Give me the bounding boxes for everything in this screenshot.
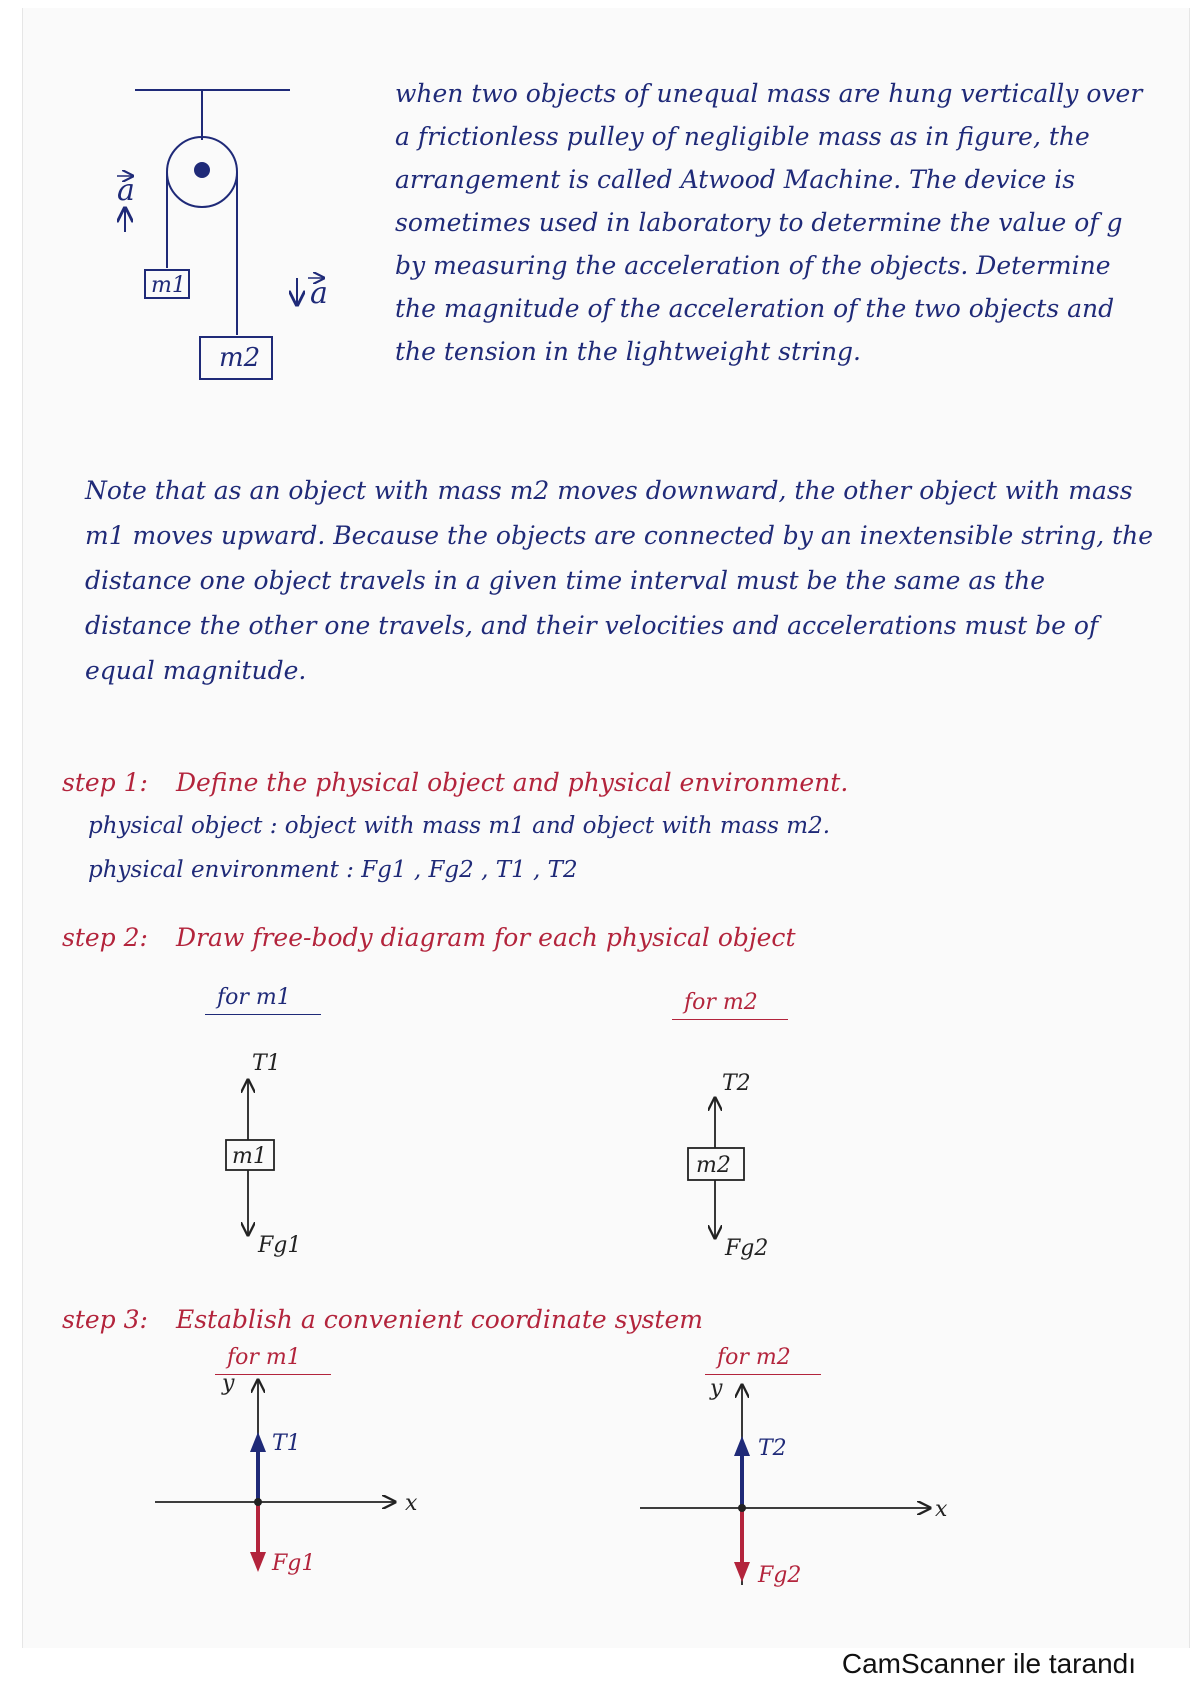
step3-title: Establish a convenient coordinate system — [175, 1305, 703, 1334]
step2-title: Draw free-body diagram for each physical object — [175, 923, 796, 952]
step1-label: step 1: — [62, 768, 148, 797]
coords-m1-x-label: x — [405, 1491, 418, 1516]
step3-heading — [62, 1300, 703, 1340]
coords-m1-tension-label: T1 — [272, 1431, 301, 1456]
fbd-m2-tension-label: T2 — [722, 1071, 751, 1096]
step3-right-caption: for m2 — [705, 1345, 821, 1375]
problem-statement: when two objects of unequal mass are hung vertically over a frictionless pulley of negligible mass as in figure, the arrangement is called Atwood Machine. The device is sometimes used in laboratory to determine the value of g by measuring the acceleration of the objects. Determine the magnitude of the acceleration of the two objects and the tension in the lightweight string. — [395, 79, 1143, 366]
coords-m1-y-label: y — [222, 1371, 235, 1396]
step2-left-caption: for m1 — [205, 985, 321, 1015]
mass-label-m2: m2 — [219, 343, 261, 373]
coords-m2-gravity-label: Fg2 — [758, 1563, 802, 1588]
pulley-axle — [195, 163, 209, 177]
coords-m2 — [640, 1385, 930, 1585]
fbd-m1-box-label: m1 — [232, 1144, 267, 1169]
note-paragraph: Note that as an object with mass m2 moves downward, the other object with mass m1 moves upward. Because the objects are connected by an inextensible string, the distance one object travels in a given time interval must be the same as the distance the other one travels, and their velocities and accelerations must be of equal magnitude. — [85, 476, 1154, 685]
step2-label: step 2: — [62, 923, 148, 952]
step1-physical-object: physical object : object with mass m1 and object with mass m2. — [88, 813, 831, 839]
scanner-watermark: CamScanner ile tarandı — [841, 1648, 1136, 1679]
accel-label-left: a — [117, 173, 135, 208]
step1-heading — [62, 763, 848, 803]
accel-label-right: a — [310, 276, 328, 311]
step1-title: Define the physical object and physical environment. — [175, 768, 849, 797]
fbd-m1-gravity-label: Fg1 — [258, 1233, 302, 1258]
coords-m2-y-label: y — [710, 1376, 723, 1401]
mass-label-m1: m1 — [151, 273, 186, 298]
step1-physical-environment: physical environment : Fg1 , Fg2 , T1 , T2 — [88, 857, 578, 883]
step2-right-caption: for m2 — [672, 990, 788, 1020]
fbd-m2-gravity-label: Fg2 — [725, 1236, 769, 1261]
coords-m2-tension-label: T2 — [758, 1436, 787, 1461]
coords-m2-x-label: x — [935, 1497, 948, 1522]
fbd-m2-box-label: m2 — [696, 1153, 731, 1178]
step3-label: step 3: — [62, 1305, 148, 1334]
coords-m1-gravity-label: Fg1 — [272, 1551, 316, 1576]
step3-left-caption: for m1 — [215, 1345, 331, 1375]
fbd-m1-tension-label: T1 — [252, 1051, 281, 1076]
atwood-machine-figure — [125, 90, 297, 379]
step2-heading — [62, 918, 795, 958]
coords-m1 — [155, 1380, 395, 1572]
